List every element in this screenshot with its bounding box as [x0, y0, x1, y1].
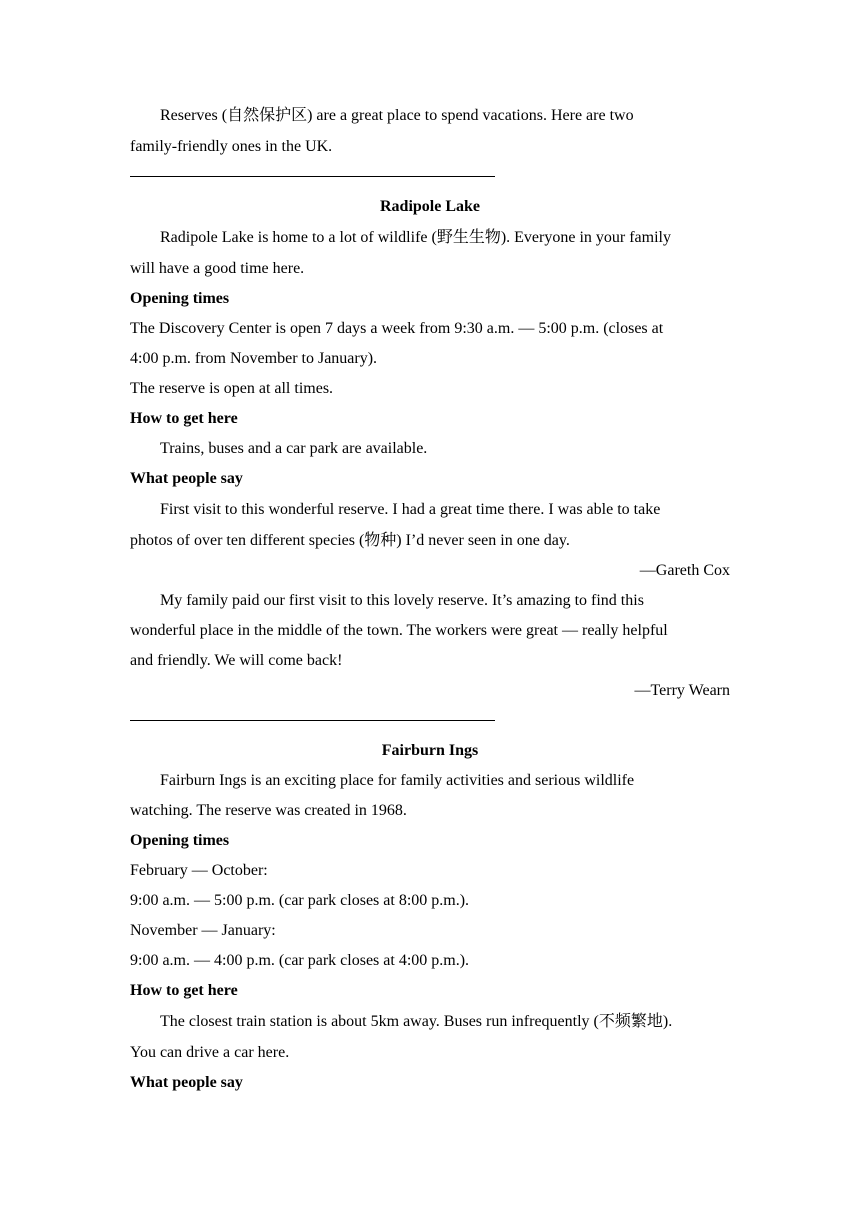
radipole-howto-heading: How to get here — [130, 410, 238, 427]
fairburn-opening-line-4: 9:00 a.m. — 4:00 p.m. (car park closes at 4:00 p.m.). — [130, 952, 470, 969]
radipole-opening-line-2: 4:00 p.m. from November to January). — [130, 350, 378, 367]
radipole-review-1-line-2: photos of over ten different species (物种) I’d never seen in one day. — [130, 532, 570, 549]
radipole-desc-line-1: Radipole Lake is home to a lot of wildlife (野生生物). Everyone in your family — [160, 229, 671, 246]
section-divider — [130, 706, 730, 736]
fairburn-opening-line-2: 9:00 a.m. — 5:00 p.m. (car park closes at 8:00 p.m.). — [130, 892, 470, 909]
radipole-review-2-author: —Terry Wearn — [634, 682, 730, 699]
radipole-opening-heading: Opening times — [130, 290, 230, 307]
fairburn-howto-line-1: The closest train station is about 5km away. Buses run infrequently (不频繁地). — [160, 1013, 673, 1030]
fairburn-desc-line-2: watching. The reserve was created in 1968. — [130, 802, 407, 819]
radipole-title: Radipole Lake — [379, 198, 480, 215]
fairburn-opening-heading: Opening times — [130, 832, 230, 849]
fairburn-desc-line-1: Fairburn Ings is an exciting place for family activities and serious wildlife — [160, 772, 635, 789]
fairburn-opening-line-1: February — October: — [130, 862, 268, 879]
radipole-opening-line-3: The reserve is open at all times. — [130, 380, 334, 397]
intro-line-2: family-friendly ones in the UK. — [130, 138, 333, 155]
radipole-review-2-line-1: My family paid our first visit to this lovely reserve. It’s amazing to find this — [160, 592, 644, 609]
section-divider — [130, 162, 730, 192]
radipole-review-2-line-2: wonderful place in the middle of the town. The workers were great — really helpful — [130, 622, 668, 639]
radipole-opening-line-1: The Discovery Center is open 7 days a week from 9:30 a.m. — 5:00 p.m. (closes at — [130, 320, 664, 337]
radipole-howto-line-1: Trains, buses and a car park are available. — [160, 440, 428, 457]
fairburn-opening-line-3: November — January: — [130, 922, 276, 939]
fairburn-say-heading: What people say — [130, 1074, 243, 1091]
radipole-say-heading: What people say — [130, 470, 243, 487]
radipole-desc-line-2: will have a good time here. — [130, 260, 305, 277]
document-page — [130, 100, 730, 1098]
radipole-review-1-author: —Gareth Cox — [639, 562, 730, 579]
fairburn-howto-line-2: You can drive a car here. — [130, 1044, 290, 1061]
fairburn-title: Fairburn Ings — [381, 742, 479, 759]
radipole-review-2-line-3: and friendly. We will come back! — [130, 652, 343, 669]
intro-line-1: Reserves (自然保护区) are a great place to spend vacations. Here are two — [160, 107, 634, 124]
radipole-review-1-line-1: First visit to this wonderful reserve. I had a great time there. I was able to take — [160, 501, 661, 518]
fairburn-howto-heading: How to get here — [130, 982, 238, 999]
